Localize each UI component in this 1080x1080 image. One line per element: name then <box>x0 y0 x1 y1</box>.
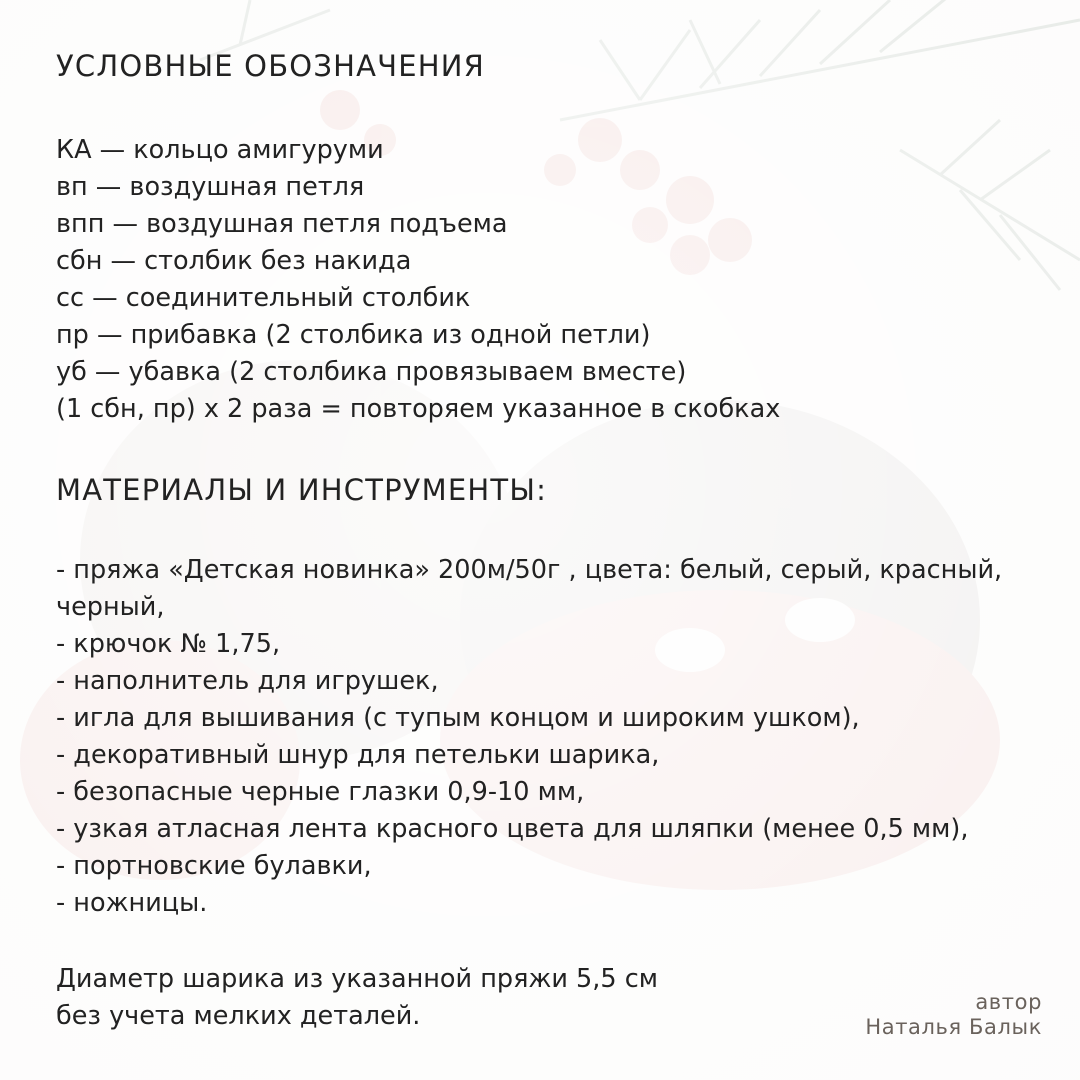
diameter-line-2: без учета мелких деталей. <box>56 1001 421 1031</box>
materials-item: - декоративный шнур для петельки шарика, <box>56 740 660 770</box>
materials-item: - узкая атласная лента красного цвета для шляпки (менее 0,5 мм), <box>56 814 969 844</box>
legend-item: (1 сбн, пр) х 2 раза = повторяем указанное в скобках <box>56 394 781 424</box>
legend-heading: УСЛОВНЫЕ ОБОЗНАЧЕНИЯ <box>56 49 486 83</box>
materials-list <box>56 552 1066 922</box>
materials-item: - безопасные черные глазки 0,9-10 мм, <box>56 777 585 807</box>
legend-item: сс — соединительный столбик <box>56 283 471 313</box>
materials-heading: МАТЕРИАЛЫ И ИНСТРУМЕНТЫ: <box>56 473 548 507</box>
materials-item: - наполнитель для игрушек, <box>56 666 439 696</box>
materials-item: - портновские булавки, <box>56 851 372 881</box>
author-label: автор <box>975 990 1042 1014</box>
legend-item: пр — прибавка (2 столбика из одной петли) <box>56 320 651 350</box>
materials-section <box>56 468 1066 922</box>
materials-item: - пряжа «Детская новинка» 200м/50г , цвета: белый, серый, красный, черный, <box>56 555 1003 622</box>
legend-section <box>56 44 1066 428</box>
materials-item: - игла для вышивания (с тупым концом и широким ушком), <box>56 703 860 733</box>
legend-item: вп — воздушная петля <box>56 172 365 202</box>
materials-item: - крючок № 1,75, <box>56 629 281 659</box>
legend-item: сбн — столбик без накида <box>56 246 412 276</box>
diameter-line-1: Диаметр шарика из указанной пряжи 5,5 см <box>56 964 658 994</box>
pattern-page <box>56 44 1066 1035</box>
author-name: Наталья Балык <box>865 1015 1042 1039</box>
legend-list <box>56 132 1066 428</box>
legend-item: впп — воздушная петля подъема <box>56 209 508 239</box>
author-credit <box>865 990 1042 1040</box>
materials-item: - ножницы. <box>56 888 208 918</box>
legend-item: уб — убавка (2 столбика провязываем вместе) <box>56 357 687 387</box>
legend-item: КА — кольцо амигуруми <box>56 135 384 165</box>
